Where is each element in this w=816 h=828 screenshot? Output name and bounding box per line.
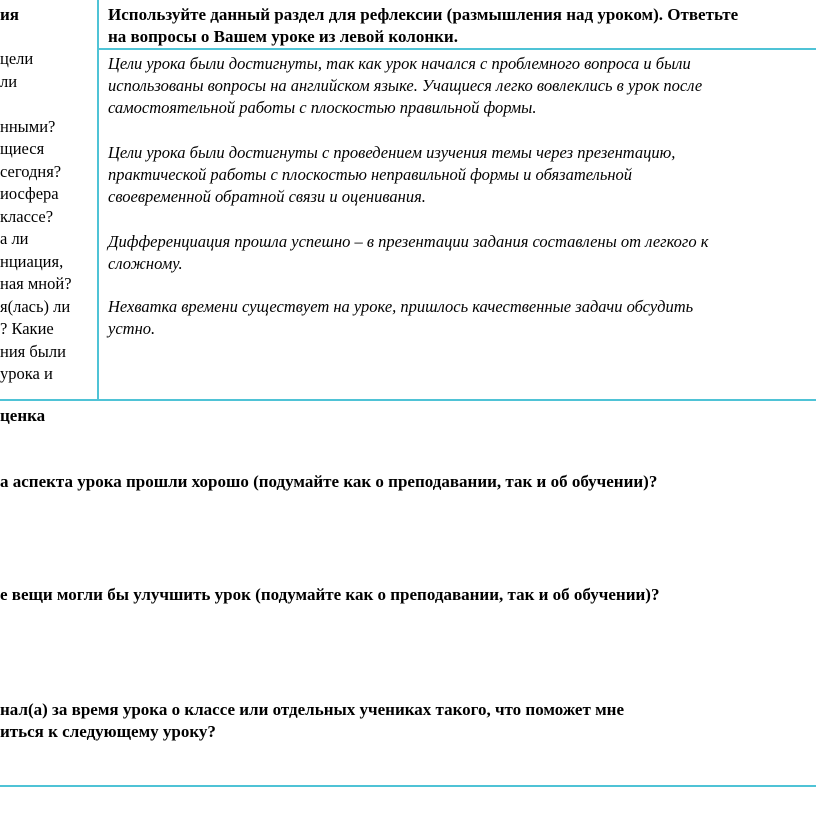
right-header-line-1: Используйте данный раздел для рефлексии (размышления над уроком). Ответьте [108,5,739,24]
summary-question-2: е вещи могли бы улучшить урок (подумайте как о преподавании, так и об обучении)? [0,585,660,604]
answer-paragraph-1: Цели урока были достигнуты, так как урок начался с проблемного вопроса и были использованы вопросы на английском языке. Учащиеся легко вовлеклись в урок после самостоятельной работы с плоскостью правильной формы. [108,54,703,117]
left-column-line: я(лась) ли [0,296,71,316]
summary-question-3-line-1: нал(а) за время урока о классе или отдельных учениках такого, что поможет мне [0,700,625,719]
table-vertical-divider [97,0,99,401]
header-row-divider [99,48,816,50]
right-header-line-2: на вопросы о Вашем уроке из левой колонки. [108,27,458,46]
summary-bottom-border [0,785,816,787]
left-column-line: урока и [0,364,53,383]
summary-title: ценка [0,406,46,425]
left-column-line: нциация, [0,251,64,271]
left-column-line: ния были [0,341,66,361]
left-column-line: цели [0,49,34,68]
left-column-line: а ли [0,229,29,248]
left-column-line: нными? [0,116,56,136]
summary-question-3-line-2: иться к следующему уроку? [0,722,216,741]
left-header-label: ия [0,5,19,24]
left-column-line: классе? [0,206,54,226]
left-column-line: щиеся [0,139,45,158]
left-column-line: сегодня? [0,161,62,181]
answer-paragraph-2: Цели урока были достигнуты с проведением изучения темы через презентацию, практической работы с плоскостью неправильной формы и обязательной своевременной обратной связи и оценивания. [108,143,676,206]
answer-paragraph-3: Дифференциация прошла успешно – в презентации задания составлены от легкого к сложному. [108,232,709,273]
table-bottom-border [0,399,816,401]
left-column-line [0,93,72,116]
left-column-line: ? Какие [0,319,54,338]
answer-paragraph-4: Нехватка времени существует на уроке, пришлось качественные задачи обсудить устно. [108,297,694,338]
left-column-questions [0,48,72,386]
left-column-line: иосфера [0,184,59,203]
left-column-line: ная мной? [0,274,72,293]
summary-question-1: а аспекта урока прошли хорошо (подумайте как о преподавании, так и об обучении)? [0,472,658,491]
left-column-line: ли [0,71,18,91]
